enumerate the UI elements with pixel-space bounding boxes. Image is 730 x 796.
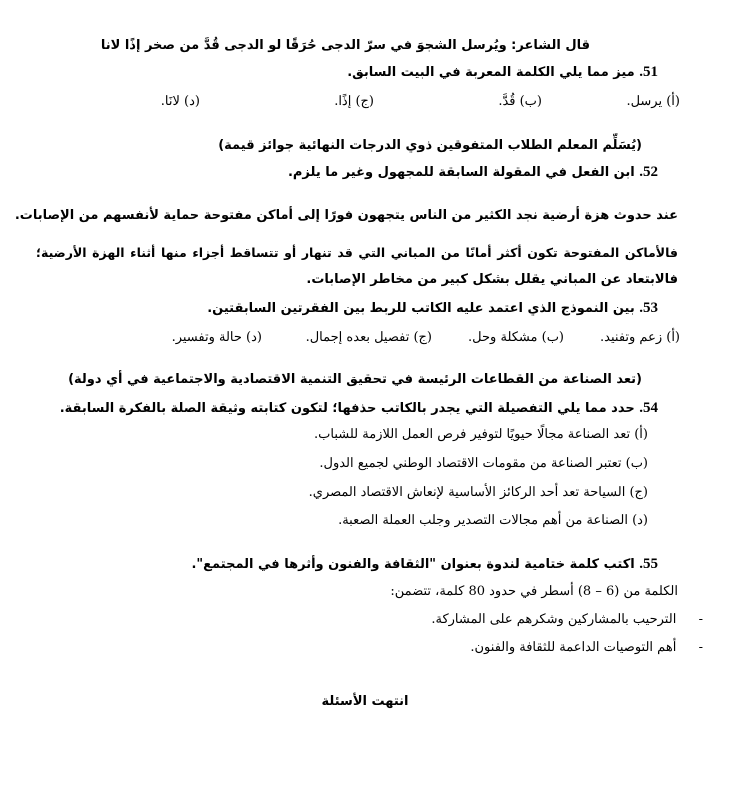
q54-option-d: (د) الصناعة من أهم مجالات التصدير وجلب العملة الصعبة. (338, 513, 648, 528)
bullet-item (431, 610, 703, 630)
poem-line: قال الشاعر: ويُرسل الشجوَ في سرّ الدجى حُرَقًا لو الدجى قُدَّ من صخر إذًا لانا (100, 38, 590, 53)
question-text: اكتب كلمة ختامية لندوة بعنوان "الثقافة والفنون وأثرها في المجتمع". (191, 557, 635, 572)
question-54 (60, 398, 658, 419)
q53-option-c: (ج) تفصيل بعده إجمال. (305, 330, 432, 345)
q53-option-d: (د) حالة وتفسير. (171, 330, 262, 345)
bullet-mark: - (698, 612, 703, 627)
saying-text: (يُسَلِّم المعلم الطلاب المتفوقين ذوي الدرجات النهائية جوائز قيمة) (218, 138, 642, 153)
q51-option-a: (أ) يرسل. (626, 94, 680, 109)
question-52 (288, 162, 658, 183)
bullet-text: الترحيب بالمشاركين وشكرهم على المشاركة. (431, 612, 677, 627)
q53-option-b: (ب) مشكلة وحل. (468, 330, 564, 345)
question-text: ميز مما يلي الكلمة المعربة في البيت السابق. (347, 65, 635, 80)
statement-text: (تعد الصناعة من القطاعات الرئيسة في تحقيق التنمية الاقتصادية والاجتماعية في أي دولة) (68, 372, 642, 387)
question-51 (347, 62, 658, 83)
question-53 (207, 298, 658, 319)
q51-option-c: (ج) إذًا. (334, 94, 374, 109)
paragraph-1: عند حدوث هزة أرضية نجد الكثير من الناس يتجهون فورًا إلى أماكن مفتوحة حماية لأنفسهم من الإصابات. (14, 208, 678, 223)
question-text: بين النموذج الذي اعتمد عليه الكاتب للربط بين الفقرتين السابقتين. (207, 301, 635, 316)
bullet-item (470, 638, 703, 658)
question-number: 54. (639, 400, 658, 416)
paragraph-2-line-2: فالابتعاد عن المباني يقلل بشكل كبير من مخاطر الإصابات. (306, 272, 678, 287)
question-text: حدد مما يلي التفصيلة التي يجدر بالكاتب حذفها؛ لتكون كتابته وثيقة الصلة بالفكرة السابقة. (59, 401, 635, 416)
q54-option-a: (أ) تعد الصناعة مجالًا حيويًا لتوفير فرص العمل اللازمة للشباب. (314, 427, 648, 442)
bullet-mark: - (698, 640, 703, 655)
q51-option-b: (ب) قُدَّ. (498, 94, 542, 109)
q55-instruction: الكلمة من (6 – 8) أسطر في حدود 80 كلمة، تتضمن: (390, 584, 678, 599)
end-of-questions: انتهت الأسئلة (321, 694, 409, 709)
question-number: 52. (639, 164, 658, 180)
question-number: 53. (639, 300, 658, 316)
paragraph-2-line-1: فالأماكن المفتوحة تكون أكثر أمانًا من المباني التي قد تنهار أو تتساقط أجزاء منها أثناء الهزة الأرضية؛ (36, 245, 678, 260)
question-text: ابن الفعل في المقولة السابقة للمجهول وغير ما يلزم. (287, 165, 635, 180)
question-number: 55. (639, 556, 658, 572)
bullet-text: أهم التوصيات الداعمة للثقافة والفنون. (470, 640, 677, 655)
q51-option-d: (د) لانَا. (160, 94, 200, 109)
question-55 (191, 554, 658, 575)
q53-option-a: (أ) زعم وتفنيد. (600, 330, 680, 345)
q54-option-c: (ج) السياحة تعد أحد الركائز الأساسية لإنعاش الاقتصاد المصري. (308, 485, 648, 500)
question-number: 51. (639, 64, 658, 80)
q54-option-b: (ب) تعتبر الصناعة من مقومات الاقتصاد الوطني لجميع الدول. (319, 456, 648, 471)
